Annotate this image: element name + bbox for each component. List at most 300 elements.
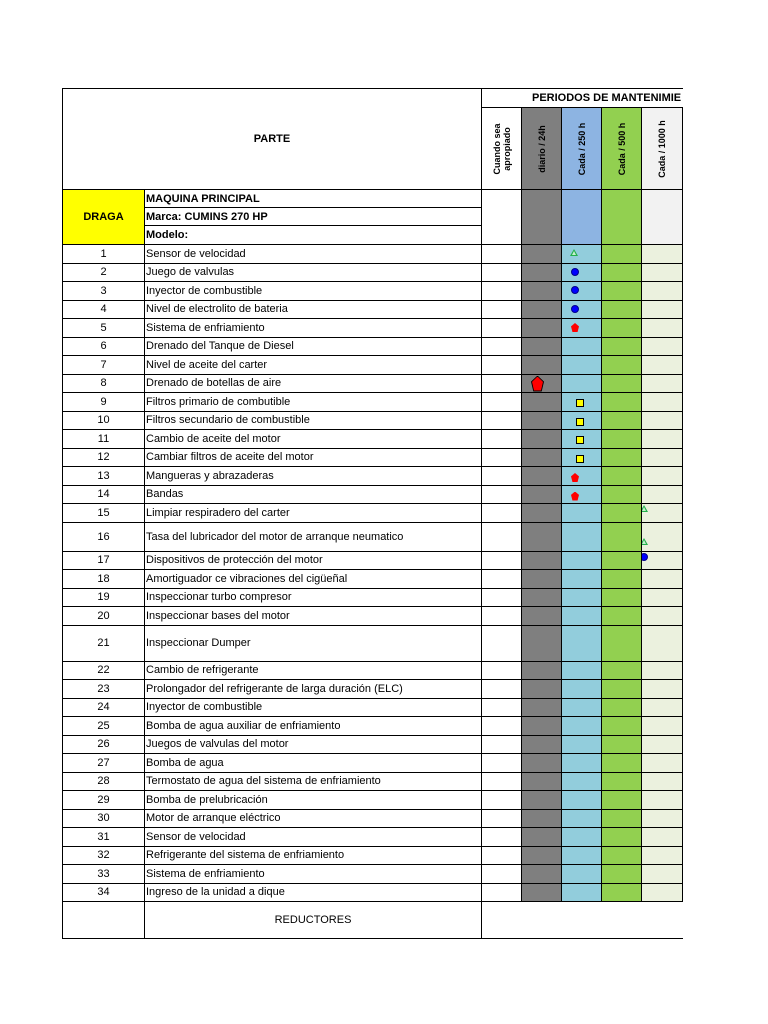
- table-row: [63, 828, 683, 847]
- row-number[interactable]: 12: [63, 448, 145, 467]
- period-cell-app[interactable]: [482, 551, 522, 570]
- period-cell-500[interactable]: [602, 717, 642, 736]
- period-cell-1000[interactable]: [642, 570, 683, 589]
- row-number[interactable]: 13: [63, 467, 145, 486]
- row-number[interactable]: 22: [63, 661, 145, 680]
- part-name[interactable]: Sistema de enfriamiento: [145, 319, 482, 338]
- row-number[interactable]: 4: [63, 300, 145, 319]
- part-name[interactable]: Nivel de electrolito de bateria: [145, 300, 482, 319]
- period-cell-500[interactable]: [602, 448, 642, 467]
- machine-cell-appropriate[interactable]: [482, 190, 522, 245]
- row-number[interactable]: 6: [63, 337, 145, 356]
- period-cell-500[interactable]: [602, 698, 642, 717]
- row-number[interactable]: 23: [63, 680, 145, 699]
- part-name[interactable]: Drenado de botellas de aire: [145, 374, 482, 393]
- period-cell-500[interactable]: [602, 828, 642, 847]
- part-name[interactable]: Bomba de agua: [145, 754, 482, 773]
- machine-brand[interactable]: Marca: CUMINS 270 HP: [145, 208, 482, 226]
- machine-cell-1000h[interactable]: [642, 190, 683, 245]
- period-cell-1000[interactable]: [642, 485, 683, 504]
- machine-cell-250h[interactable]: [562, 190, 602, 245]
- period-cell-500[interactable]: [602, 522, 642, 551]
- period-cell-500[interactable]: [602, 846, 642, 865]
- part-name[interactable]: Inspeccionar turbo compresor: [145, 588, 482, 607]
- period-cell-250[interactable]: [562, 661, 602, 680]
- red-pentagon-icon: [571, 323, 579, 332]
- period-cell-app[interactable]: [482, 680, 522, 699]
- period-cell-app[interactable]: [482, 374, 522, 393]
- period-cell-500[interactable]: [602, 485, 642, 504]
- period-cell-24[interactable]: [522, 754, 562, 773]
- period-cell-24[interactable]: [522, 735, 562, 754]
- period-cell-500[interactable]: [602, 570, 642, 589]
- period-cell-250[interactable]: [562, 337, 602, 356]
- row-number[interactable]: 31: [63, 828, 145, 847]
- green-triangle-icon: [570, 249, 578, 256]
- period-cell-1000[interactable]: [642, 374, 683, 393]
- period-cell-app[interactable]: [482, 337, 522, 356]
- period-cell-1000[interactable]: [642, 680, 683, 699]
- period-cell-24[interactable]: [522, 809, 562, 828]
- period-cell-app[interactable]: [482, 625, 522, 661]
- period-cell-500[interactable]: [602, 735, 642, 754]
- period-cell-500[interactable]: [602, 883, 642, 902]
- period-header-500h[interactable]: [602, 108, 642, 190]
- sheet-body: [63, 89, 683, 245]
- period-cell-1000[interactable]: [642, 809, 683, 828]
- period-cell-app[interactable]: [482, 393, 522, 412]
- period-cell-24[interactable]: [522, 698, 562, 717]
- period-cell-24[interactable]: [522, 374, 562, 393]
- part-name[interactable]: Bomba de agua auxiliar de enfriamiento: [145, 717, 482, 736]
- table-row: [63, 504, 683, 523]
- parte-header[interactable]: PARTE: [63, 89, 482, 190]
- period-cell-250[interactable]: [562, 846, 602, 865]
- period-cell-1000[interactable]: [642, 300, 683, 319]
- period-cell-1000[interactable]: [642, 319, 683, 338]
- period-cell-app[interactable]: [482, 570, 522, 589]
- period-cell-app[interactable]: [482, 356, 522, 375]
- part-name[interactable]: Sistema de enfriamiento: [145, 865, 482, 884]
- period-cell-250[interactable]: [562, 467, 602, 486]
- period-cell-24[interactable]: [522, 430, 562, 449]
- period-cell-app[interactable]: [482, 411, 522, 430]
- table-row: [63, 809, 683, 828]
- period-cell-24[interactable]: [522, 245, 562, 264]
- period-cell-24[interactable]: [522, 356, 562, 375]
- period-header-appropriate[interactable]: [482, 108, 522, 190]
- row-number[interactable]: 16: [63, 522, 145, 551]
- part-name[interactable]: Inyector de combustible: [145, 282, 482, 301]
- period-cell-24[interactable]: [522, 448, 562, 467]
- period-cell-250[interactable]: [562, 828, 602, 847]
- period-header-1000h[interactable]: [642, 108, 683, 190]
- period-cell-500[interactable]: [602, 680, 642, 699]
- period-cell-250[interactable]: [562, 430, 602, 449]
- period-cell-24[interactable]: [522, 791, 562, 810]
- period-cell-app[interactable]: [482, 522, 522, 551]
- part-name[interactable]: Tasa del lubricador del motor de arranque neumatico: [145, 522, 482, 551]
- period-cell-250[interactable]: [562, 754, 602, 773]
- part-name[interactable]: Motor de arranque eléctrico: [145, 809, 482, 828]
- red-pentagon-icon: [571, 492, 579, 501]
- period-cell-app[interactable]: [482, 319, 522, 338]
- period-cell-1000[interactable]: [642, 467, 683, 486]
- period-cell-250[interactable]: [562, 551, 602, 570]
- row-number[interactable]: 20: [63, 607, 145, 626]
- period-label-500h: Cada / 500 h: [616, 122, 627, 175]
- period-cell-24[interactable]: [522, 504, 562, 523]
- period-cell-250[interactable]: [562, 263, 602, 282]
- period-header-24h[interactable]: [522, 108, 562, 190]
- table-row: [63, 754, 683, 773]
- period-cell-250[interactable]: [562, 809, 602, 828]
- period-cell-250[interactable]: [562, 245, 602, 264]
- green-triangle-icon: [642, 505, 649, 512]
- part-name[interactable]: Cambiar filtros de aceite del motor: [145, 448, 482, 467]
- period-cell-500[interactable]: [602, 430, 642, 449]
- table-row: [63, 485, 683, 504]
- row-number[interactable]: 10: [63, 411, 145, 430]
- part-name[interactable]: Juego de valvulas: [145, 263, 482, 282]
- footer-num-cell[interactable]: [63, 902, 145, 939]
- period-cell-1000[interactable]: [642, 828, 683, 847]
- part-name[interactable]: Limpiar respiradero del carter: [145, 504, 482, 523]
- parts-rows: [63, 245, 683, 902]
- row-number[interactable]: 14: [63, 485, 145, 504]
- period-cell-250[interactable]: [562, 607, 602, 626]
- period-cell-24[interactable]: [522, 551, 562, 570]
- table-row: [63, 698, 683, 717]
- period-cell-app[interactable]: [482, 883, 522, 902]
- row-number[interactable]: 33: [63, 865, 145, 884]
- period-cell-500[interactable]: [602, 754, 642, 773]
- period-cell-24[interactable]: [522, 846, 562, 865]
- table-row: [63, 680, 683, 699]
- period-cell-250[interactable]: [562, 588, 602, 607]
- row-number[interactable]: 32: [63, 846, 145, 865]
- row-number[interactable]: 28: [63, 772, 145, 791]
- period-cell-app[interactable]: [482, 865, 522, 884]
- period-cell-1000[interactable]: [642, 883, 683, 902]
- table-row: [63, 522, 683, 551]
- row-number[interactable]: 17: [63, 551, 145, 570]
- period-cell-500[interactable]: [602, 504, 642, 523]
- period-cell-app[interactable]: [482, 717, 522, 736]
- period-cell-250[interactable]: [562, 883, 602, 902]
- part-name[interactable]: Nivel de aceite del carter: [145, 356, 482, 375]
- table-row: [63, 570, 683, 589]
- part-name[interactable]: Cambio de refrigerante: [145, 661, 482, 680]
- period-cell-250[interactable]: [562, 791, 602, 810]
- period-cell-500[interactable]: [602, 356, 642, 375]
- period-cell-app[interactable]: [482, 772, 522, 791]
- blue-dot-icon: [571, 268, 579, 276]
- period-cell-24[interactable]: [522, 865, 562, 884]
- period-cell-24[interactable]: [522, 883, 562, 902]
- period-cell-1000[interactable]: [642, 522, 683, 551]
- period-cell-24[interactable]: [522, 411, 562, 430]
- period-cell-app[interactable]: [482, 504, 522, 523]
- row-number[interactable]: 11: [63, 430, 145, 449]
- period-cell-1000[interactable]: [642, 282, 683, 301]
- period-cell-500[interactable]: [602, 607, 642, 626]
- period-cell-250[interactable]: [562, 772, 602, 791]
- periods-title[interactable]: PERIODOS DE MANTENIMIE: [482, 89, 683, 108]
- period-cell-500[interactable]: [602, 374, 642, 393]
- period-cell-500[interactable]: [602, 791, 642, 810]
- period-cell-1000[interactable]: [642, 865, 683, 884]
- table-row: [63, 430, 683, 449]
- period-label-1000h: Cada / 1000 h: [657, 119, 667, 178]
- period-cell-500[interactable]: [602, 319, 642, 338]
- period-cell-250[interactable]: [562, 485, 602, 504]
- period-cell-1000[interactable]: [642, 393, 683, 412]
- machine-cell-500h[interactable]: [602, 190, 642, 245]
- row-number[interactable]: 34: [63, 883, 145, 902]
- period-cell-500[interactable]: [602, 588, 642, 607]
- period-cell-app[interactable]: [482, 791, 522, 810]
- blue-dot-icon: [642, 553, 649, 561]
- period-cell-1000[interactable]: [642, 551, 683, 570]
- table-row: [63, 337, 683, 356]
- period-cell-250[interactable]: [562, 735, 602, 754]
- period-cell-250[interactable]: [562, 504, 602, 523]
- period-cell-500[interactable]: [602, 467, 642, 486]
- table-row: [63, 393, 683, 412]
- row-number[interactable]: 24: [63, 698, 145, 717]
- period-cell-24[interactable]: [522, 588, 562, 607]
- period-cell-250[interactable]: [562, 865, 602, 884]
- part-name[interactable]: Filtros primario de combutible: [145, 393, 482, 412]
- period-cell-1000[interactable]: [642, 661, 683, 680]
- period-cell-1000[interactable]: [642, 772, 683, 791]
- period-cell-24[interactable]: [522, 485, 562, 504]
- part-name[interactable]: Dispositivos de protección del motor: [145, 551, 482, 570]
- period-cell-250[interactable]: [562, 300, 602, 319]
- red-pentagon-icon: [531, 376, 544, 392]
- period-cell-250[interactable]: [562, 717, 602, 736]
- period-cell-500[interactable]: [602, 337, 642, 356]
- period-cell-app[interactable]: [482, 300, 522, 319]
- draga-cell[interactable]: DRAGA: [63, 190, 145, 245]
- part-name[interactable]: Mangueras y abrazaderas: [145, 467, 482, 486]
- part-name[interactable]: Inspeccionar bases del motor: [145, 607, 482, 626]
- row-number[interactable]: 9: [63, 393, 145, 412]
- green-triangle-icon: [642, 538, 649, 545]
- period-cell-250[interactable]: [562, 570, 602, 589]
- row-number[interactable]: 1: [63, 245, 145, 264]
- period-cell-app[interactable]: [482, 809, 522, 828]
- period-cell-24[interactable]: [522, 680, 562, 699]
- red-pentagon-icon: [571, 473, 579, 482]
- table-row: [63, 374, 683, 393]
- row-number[interactable]: 25: [63, 717, 145, 736]
- period-cell-1000[interactable]: [642, 263, 683, 282]
- table-row: [63, 588, 683, 607]
- table-row: [63, 551, 683, 570]
- period-cell-500[interactable]: [602, 393, 642, 412]
- period-cell-app[interactable]: [482, 661, 522, 680]
- period-cell-app[interactable]: [482, 735, 522, 754]
- period-cell-app[interactable]: [482, 607, 522, 626]
- period-cell-250[interactable]: [562, 282, 602, 301]
- period-cell-1000[interactable]: [642, 625, 683, 661]
- part-name[interactable]: Drenado del Tanque de Diesel: [145, 337, 482, 356]
- period-cell-24[interactable]: [522, 319, 562, 338]
- period-cell-250[interactable]: [562, 374, 602, 393]
- row-number[interactable]: 3: [63, 282, 145, 301]
- period-cell-app[interactable]: [482, 485, 522, 504]
- part-name[interactable]: Amortiguador ce vibraciones del cigüeñal: [145, 570, 482, 589]
- period-cell-500[interactable]: [602, 661, 642, 680]
- period-cell-24[interactable]: [522, 625, 562, 661]
- period-cell-500[interactable]: [602, 865, 642, 884]
- period-cell-24[interactable]: [522, 282, 562, 301]
- period-cell-app[interactable]: [482, 263, 522, 282]
- row-number[interactable]: 19: [63, 588, 145, 607]
- machine-cell-24h[interactable]: [522, 190, 562, 245]
- period-cell-24[interactable]: [522, 570, 562, 589]
- row-number[interactable]: 7: [63, 356, 145, 375]
- period-cell-24[interactable]: [522, 717, 562, 736]
- period-cell-1000[interactable]: [642, 735, 683, 754]
- period-label-24h: diario / 24h: [536, 124, 547, 173]
- period-cell-24[interactable]: [522, 263, 562, 282]
- period-cell-500[interactable]: [602, 282, 642, 301]
- row-number[interactable]: 30: [63, 809, 145, 828]
- period-cell-500[interactable]: [602, 809, 642, 828]
- period-cell-24[interactable]: [522, 300, 562, 319]
- period-label-appropriate: Cuando sea apropiado: [491, 123, 512, 175]
- period-cell-500[interactable]: [602, 245, 642, 264]
- machine-model[interactable]: Modelo:: [145, 226, 482, 245]
- machine-name[interactable]: MAQUINA PRINCIPAL: [145, 190, 482, 208]
- period-cell-24[interactable]: [522, 522, 562, 551]
- part-name[interactable]: Sensor de velocidad: [145, 245, 482, 264]
- footer-periods-cell[interactable]: [482, 902, 683, 939]
- period-cell-app[interactable]: [482, 282, 522, 301]
- period-cell-app[interactable]: [482, 846, 522, 865]
- period-cell-app[interactable]: [482, 588, 522, 607]
- header-title-row: [63, 89, 683, 108]
- period-cell-500[interactable]: [602, 263, 642, 282]
- part-name[interactable]: Prolongador del refrigerante de larga duración (ELC): [145, 680, 482, 699]
- row-number[interactable]: 2: [63, 263, 145, 282]
- period-cell-app[interactable]: [482, 245, 522, 264]
- period-cell-250[interactable]: [562, 698, 602, 717]
- row-number[interactable]: 8: [63, 374, 145, 393]
- period-cell-24[interactable]: [522, 607, 562, 626]
- period-cell-24[interactable]: [522, 467, 562, 486]
- period-cell-500[interactable]: [602, 625, 642, 661]
- period-cell-250[interactable]: [562, 448, 602, 467]
- period-cell-500[interactable]: [602, 772, 642, 791]
- part-name[interactable]: Termostato de agua del sistema de enfriamiento: [145, 772, 482, 791]
- row-number[interactable]: 15: [63, 504, 145, 523]
- part-name[interactable]: Inyector de combustible: [145, 698, 482, 717]
- part-name[interactable]: Filtros secundario de combustible: [145, 411, 482, 430]
- part-name[interactable]: Bandas: [145, 485, 482, 504]
- period-cell-24[interactable]: [522, 661, 562, 680]
- period-cell-app[interactable]: [482, 828, 522, 847]
- table-row: [63, 467, 683, 486]
- period-cell-250[interactable]: [562, 625, 602, 661]
- period-label-250h: Cada / 250 h: [576, 122, 587, 175]
- footer-body: [63, 902, 683, 939]
- period-cell-500[interactable]: [602, 411, 642, 430]
- reductores-section[interactable]: REDUCTORES: [145, 902, 482, 939]
- period-cell-1000[interactable]: [642, 754, 683, 773]
- table-row: [63, 791, 683, 810]
- row-number[interactable]: 26: [63, 735, 145, 754]
- period-cell-1000[interactable]: [642, 448, 683, 467]
- row-number[interactable]: 21: [63, 625, 145, 661]
- period-cell-app[interactable]: [482, 698, 522, 717]
- period-cell-1000[interactable]: [642, 846, 683, 865]
- period-cell-app[interactable]: [482, 448, 522, 467]
- period-cell-250[interactable]: [562, 522, 602, 551]
- period-cell-24[interactable]: [522, 772, 562, 791]
- period-cell-250[interactable]: [562, 393, 602, 412]
- footer-row: [63, 902, 683, 939]
- row-number[interactable]: 27: [63, 754, 145, 773]
- part-name[interactable]: Sensor de velocidad: [145, 828, 482, 847]
- period-cell-1000[interactable]: [642, 504, 683, 523]
- part-name[interactable]: Juegos de valvulas del motor: [145, 735, 482, 754]
- part-name[interactable]: Refrigerante del sistema de enfriamiento: [145, 846, 482, 865]
- row-number[interactable]: 18: [63, 570, 145, 589]
- table-row: [63, 300, 683, 319]
- period-cell-app[interactable]: [482, 467, 522, 486]
- table-row: [63, 772, 683, 791]
- period-cell-1000[interactable]: [642, 588, 683, 607]
- part-name[interactable]: Bomba de prelubricación: [145, 791, 482, 810]
- period-cell-24[interactable]: [522, 337, 562, 356]
- period-cell-1000[interactable]: [642, 430, 683, 449]
- period-cell-1000[interactable]: [642, 356, 683, 375]
- table-row: [63, 717, 683, 736]
- period-cell-1000[interactable]: [642, 791, 683, 810]
- part-name[interactable]: Ingreso de la unidad a dique: [145, 883, 482, 902]
- period-cell-250[interactable]: [562, 680, 602, 699]
- part-name[interactable]: Inspeccionar Dumper: [145, 625, 482, 661]
- period-cell-500[interactable]: [602, 300, 642, 319]
- row-number[interactable]: 29: [63, 791, 145, 810]
- period-cell-24[interactable]: [522, 393, 562, 412]
- part-name[interactable]: Cambio de aceite del motor: [145, 430, 482, 449]
- period-header-250h[interactable]: [562, 108, 602, 190]
- period-cell-250[interactable]: [562, 411, 602, 430]
- period-cell-app[interactable]: [482, 754, 522, 773]
- period-cell-250[interactable]: [562, 356, 602, 375]
- period-cell-1000[interactable]: [642, 698, 683, 717]
- period-cell-250[interactable]: [562, 319, 602, 338]
- period-cell-1000[interactable]: [642, 245, 683, 264]
- table-row: [63, 883, 683, 902]
- period-cell-1000[interactable]: [642, 411, 683, 430]
- period-cell-1000[interactable]: [642, 337, 683, 356]
- table-row: [63, 846, 683, 865]
- period-cell-app[interactable]: [482, 430, 522, 449]
- period-cell-1000[interactable]: [642, 717, 683, 736]
- period-cell-1000[interactable]: [642, 607, 683, 626]
- period-cell-500[interactable]: [602, 551, 642, 570]
- machine-name-row: [63, 190, 683, 208]
- period-cell-24[interactable]: [522, 828, 562, 847]
- maintenance-sheet: [62, 88, 683, 939]
- row-number[interactable]: 5: [63, 319, 145, 338]
